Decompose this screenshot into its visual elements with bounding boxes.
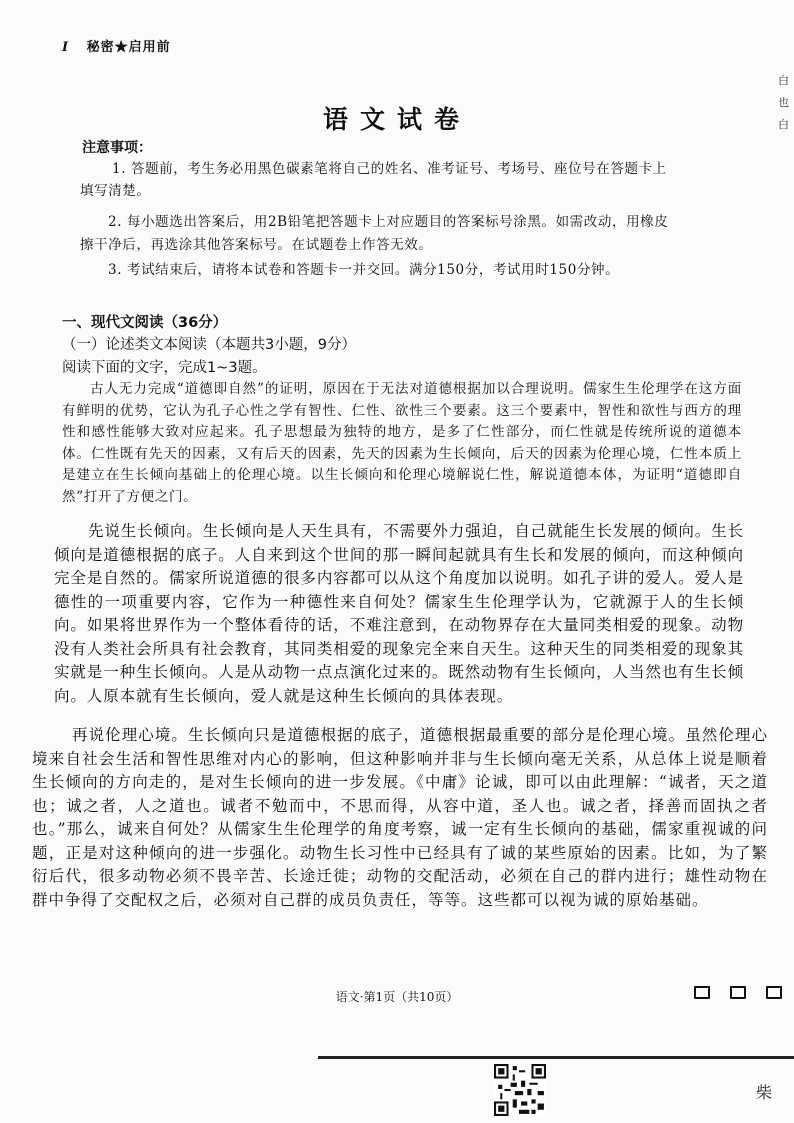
secret-label: 秘密★启用前 bbox=[86, 40, 171, 55]
notice-item-2-line-1: 2. 每小题选出答案后，用2B铅笔把答题卡上对应题目的答案标号涂黑。如需改动，用橡皮 bbox=[108, 214, 669, 230]
page-title: 语文试卷 bbox=[322, 105, 471, 134]
confidential-header bbox=[62, 36, 171, 55]
footer-boxes bbox=[694, 986, 782, 999]
notice-item-1-line-1: 1. 答题前，考生务必用黑色碳素笔将自己的姓名、准考证号、考场号、座位号在答题卡上 bbox=[112, 161, 667, 177]
square-icon bbox=[730, 986, 746, 999]
notice-item-2-line-2: 擦干净后，再选涂其他答案标号。在试题卷上作答无效。 bbox=[80, 237, 433, 253]
page-footer: 语文·第1页（共10页） bbox=[335, 990, 459, 1004]
notice-item-1-line-2: 填写清楚。 bbox=[80, 183, 151, 199]
paragraph-3: 再说伦理心境。生长倾向只是道德根据的底子，道德根据最重要的部分是伦理心境。虽然伦理心境来自社会生活和智性思维对内心的影响，但这种影响并非与生长倾向毫无关系，从总体上说是顺着生长倾向的方向走的，是对生长倾向的进一步发展。《中庸》论诚，即可以由此理解：“诚者，天之道也；诚之者，人之道也。诚者不勉而中，不思而得，从容中道，圣人也。诚之者，择善而固执之者也。”那么，诚来自何处？从儒家生生伦理学的角度考察，诚一定有生长倾向的基础，儒家重视诚的问题，正是对这种倾向的进一步强化。动物生长习性中已经具有了诚的某些原始的因素。比如，为了繁衍后代，很多动物必须不畏辛苦、长途迁徙；动物的交配活动，必须在自己的群内进行；雄性动物在群中争得了交配权之后，必须对自己群的成员负责任，等等。这些都可以视为诚的原始基础。 bbox=[32, 726, 768, 909]
corner-mark: I bbox=[62, 40, 70, 55]
section-heading: 一、现代文阅读（36分） bbox=[62, 315, 228, 331]
paragraph-1: 古人无力完成“道德即自然”的证明，原因在于无法对道德根据加以合理说明。儒家生生伦理学在这方面有鲜明的优势，它认为孔子心性之学有智性、仁性、欲性三个要素。这三个要素中，智性和欲性与西方的理性和感性能够大致对应起来。孔子思想最为独特的地方，是多了仁性部分，而仁性就是传统所说的道德本体。仁性既有先天的因素，又有后天的因素，先天的因素为生长倾向，后天的因素为伦理心境，仁性本质上是建立在生长倾向基础上的伦理心境。以生长倾向和伦理心境解说仁性，解说道德本体，为证明“道德即自然”打开了方便之门。 bbox=[62, 381, 742, 505]
notice-item-3: 3. 考试结束后，请将本试卷和答题卡一并交回。满分150分，考试用时150分钟。 bbox=[108, 262, 620, 278]
bottom-rule bbox=[318, 1056, 794, 1059]
notice-heading: 注意事项： bbox=[82, 140, 152, 156]
edge-chars: 白也白 bbox=[778, 74, 789, 131]
reading-instruction: 阅读下面的文字，完成1~3题。 bbox=[62, 360, 267, 376]
paragraph-2: 先说生长倾向。生长倾向是人天生具有，不需要外力强迫，自己就能生长发展的倾向。生长倾向是道德根据的底子。人自来到这个世间的那一瞬间起就具有生长和发展的倾向，而这种倾向完全是自然的。儒家所说道德的很多内容都可以从这个角度加以说明。如孔子讲的爱人。爱人是德性的一项重要内容，它作为一种德性来自何处？儒家生生伦理学认为，它就源于人的生长倾向。如果将世界作为一个整体看待的话，不难注意到，在动物界存在大量同类相爱的现象。动物没有人类社会所具有社会教育，其同类相爱的现象完全来自天生。这种天生的同类相爱的现象其实就是一种生长倾向。人是从动物一点点演化过来的。既然动物有生长倾向，人当然也有生长倾向。人原本就有生长倾向，爱人就是这种生长倾向的具体表现。 bbox=[54, 522, 745, 705]
qr-code-icon bbox=[494, 1064, 546, 1116]
square-icon bbox=[766, 986, 782, 999]
bottom-label: 柴 bbox=[755, 1083, 772, 1102]
square-icon bbox=[694, 986, 710, 999]
part-heading: （一）论述类文本阅读（本题共3小题，9分） bbox=[62, 337, 356, 353]
